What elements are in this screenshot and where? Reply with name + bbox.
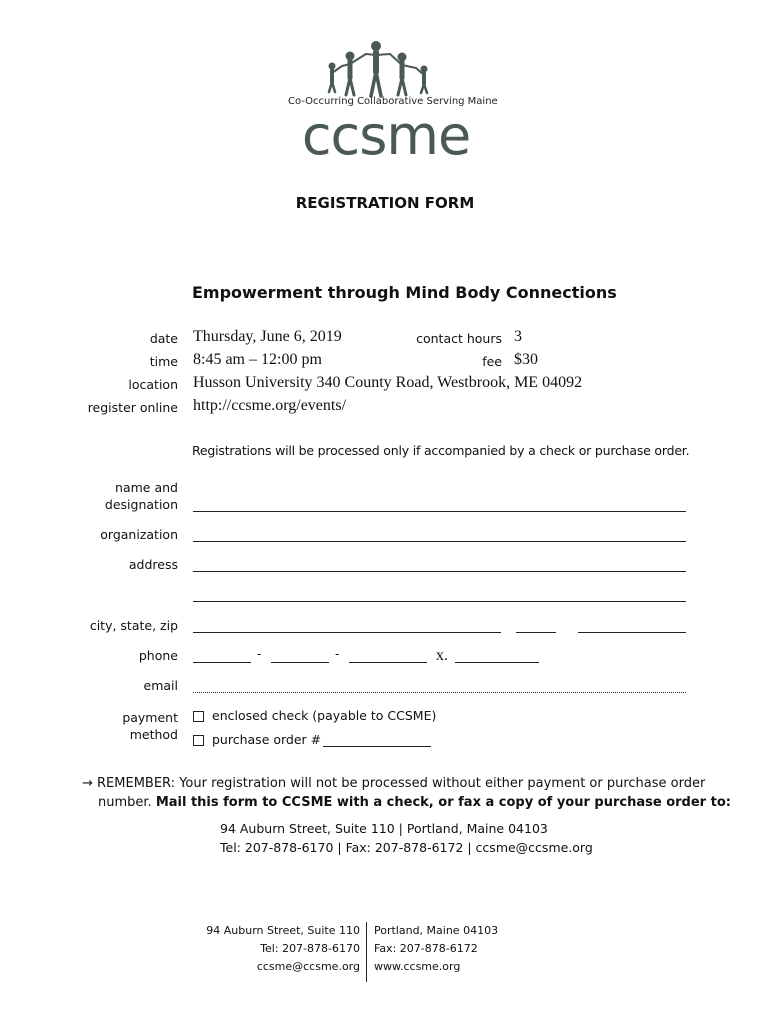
phone-ext-label: x. [436, 647, 448, 664]
purchase-order-label: purchase order # [212, 732, 322, 747]
register-online-label: register online [87, 400, 178, 415]
phone-separator-2: - [335, 646, 340, 661]
remember-line1: → REMEMBER: Your registration will not be processed without either payment or purchase order [82, 776, 706, 791]
state-field[interactable] [516, 632, 556, 633]
purchase-order-number-field[interactable] [323, 746, 431, 747]
city-field[interactable] [193, 632, 501, 633]
footer-email[interactable]: ccsme@ccsme.org [256, 960, 360, 973]
email-label: email [143, 678, 178, 693]
address-field-line2[interactable] [193, 601, 686, 602]
time-value: 8:45 am – 12:00 pm [193, 351, 322, 368]
purchase-order-checkbox[interactable] [193, 735, 204, 746]
phone-area-code-field[interactable] [193, 662, 251, 663]
register-online-link[interactable]: http://ccsme.org/events/ [193, 397, 347, 414]
organization-field[interactable] [193, 541, 686, 542]
time-label: time [149, 354, 178, 369]
contact-hours-label: contact hours [416, 331, 502, 346]
registration-note: Registrations will be processed only if accompanied by a check or purchase order. [192, 443, 690, 458]
footer-address: 94 Auburn Street, Suite 110 [206, 924, 360, 937]
contact-hours-value: 3 [514, 328, 522, 345]
name-label-line2: designation [104, 497, 178, 512]
enclosed-check-checkbox[interactable] [193, 711, 204, 722]
fee-value: $30 [514, 351, 538, 368]
name-field[interactable] [193, 511, 686, 512]
address-label: address [128, 557, 178, 572]
contact-address: 94 Auburn Street, Suite 110 | Portland, Maine 04103 [220, 821, 548, 836]
location-value: Husson University 340 County Road, Westbrook, ME 04092 [193, 374, 583, 391]
organization-label: organization [100, 527, 178, 542]
address-field-line1[interactable] [193, 571, 686, 572]
remember-notice [82, 774, 731, 812]
remember-line2 [82, 793, 731, 812]
footer-city: Portland, Maine 04103 [374, 924, 499, 937]
logo-tagline: Co-Occurring Collaborative Serving Maine [288, 96, 498, 107]
location-label: location [128, 377, 178, 392]
email-field[interactable] [193, 692, 686, 693]
phone-separator-1: - [257, 646, 262, 661]
remember-line2-bold: Mail this form to CCSME with a check, or fax a copy of your purchase order to: [155, 795, 731, 810]
footer-right [374, 922, 498, 976]
form-title: REGISTRATION FORM [295, 194, 475, 212]
payment-label-line1: payment [122, 710, 178, 725]
phone-line-field[interactable] [349, 662, 427, 663]
remember-line2-plain: number. [98, 795, 156, 810]
date-value: Thursday, June 6, 2019 [193, 328, 342, 345]
phone-ext-field[interactable] [455, 662, 539, 663]
zip-field[interactable] [578, 632, 686, 633]
footer-website[interactable]: www.ccsme.org [374, 960, 461, 973]
footer-fax: Fax: 207-878-6172 [374, 942, 478, 955]
phone-prefix-field[interactable] [271, 662, 329, 663]
date-label: date [149, 331, 178, 346]
contact-phone-fax-email: Tel: 207-878-6170 | Fax: 207-878-6172 | ccsme@ccsme.org [220, 840, 593, 855]
footer-divider [366, 922, 367, 982]
logo-wordmark: ccsme [301, 104, 471, 167]
footer-tel: Tel: 207-878-6170 [260, 942, 360, 955]
family-figures-icon [320, 40, 440, 98]
name-label-line1: name and [115, 480, 178, 495]
city-state-zip-label: city, state, zip [89, 618, 178, 633]
fee-label: fee [482, 354, 502, 369]
payment-label-line2: method [129, 727, 178, 742]
event-title: Empowerment through Mind Body Connections [192, 283, 617, 302]
phone-label: phone [138, 648, 178, 663]
footer-left [160, 922, 360, 976]
enclosed-check-label: enclosed check (payable to CCSME) [212, 708, 437, 723]
